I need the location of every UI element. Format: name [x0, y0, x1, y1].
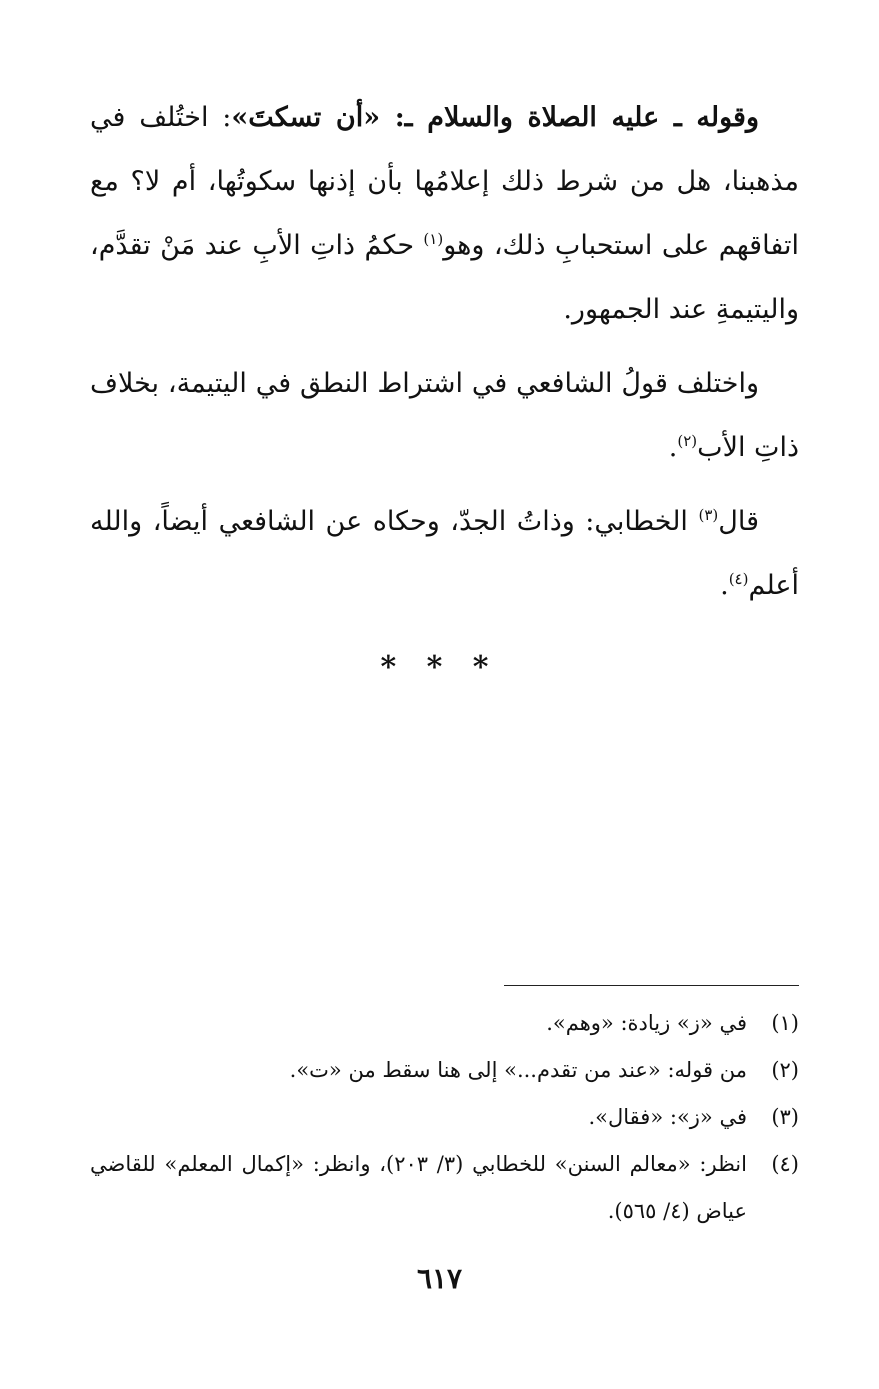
footnote-item: [90, 1094, 799, 1141]
footnote-number: (٣): [771, 1105, 799, 1129]
footnote-text: في «ز» زيادة: «وهم».: [546, 1011, 747, 1035]
main-text: [90, 86, 799, 628]
paragraph-3-text-a: قال: [718, 506, 759, 537]
paragraph-3-text-b: الخطابي: وذاتُ الجدّ، وحكاه عن الشافعي أيضاً، والله أعلم: [90, 506, 799, 601]
footnote-number: (٢): [771, 1058, 799, 1082]
paragraph-2-text-b: .: [668, 432, 678, 463]
footnote-ref-1[interactable]: (١): [423, 230, 444, 248]
footnote-item: [90, 1141, 799, 1235]
footnote-ref-4[interactable]: (٤): [728, 570, 749, 588]
section-separator: * * *: [380, 650, 499, 685]
footnote-ref-3[interactable]: (٣): [698, 506, 719, 524]
paragraph-2: [90, 352, 799, 480]
footnote-divider: [504, 985, 799, 986]
footnote-text: من قوله: «عند من تقدم...» إلى هنا سقط من «ت».: [289, 1058, 747, 1082]
paragraph-3: [90, 490, 799, 618]
paragraph-3-text-c: .: [720, 570, 729, 601]
hadith-quote: وقوله ـ عليه الصلاة والسلام ـ: «أن تسكتَ»: [231, 102, 759, 133]
footnote-ref-2[interactable]: (٢): [677, 432, 698, 450]
footnote-item: [90, 1000, 799, 1047]
paragraph-1-text-b: حكمُ ذاتِ الأبِ عند مَنْ تقدَّم، واليتيمةِ عند الجمهور.: [90, 230, 799, 325]
footnote-text: في «ز»: «فقال».: [588, 1105, 747, 1129]
footnote-number: (١): [771, 1011, 799, 1035]
footnote-item: [90, 1047, 799, 1094]
paragraph-1-text-a: : اختُلف في مذهبنا، هل من شرط ذلك إعلامُها بأن إذنها سكوتُها، أم لا؟ مع اتفاقهم على استحبابِ ذلك، وهو: [90, 102, 799, 261]
footnote-text: انظر: «معالم السنن» للخطابي (٣/ ٢٠٣)، وانظر: «إكمال المعلم» للقاضي عياض (٤/ ٥٦٥).: [90, 1152, 747, 1223]
footnote-number: (٤): [771, 1152, 799, 1176]
footnotes: [90, 1000, 799, 1235]
paragraph-2-text-a: واختلف قولُ الشافعي في اشتراط النطق في اليتيمة، بخلاف ذاتِ الأب: [90, 368, 799, 463]
page-number: ٦١٧: [416, 1262, 463, 1295]
paragraph-1: [90, 86, 799, 342]
